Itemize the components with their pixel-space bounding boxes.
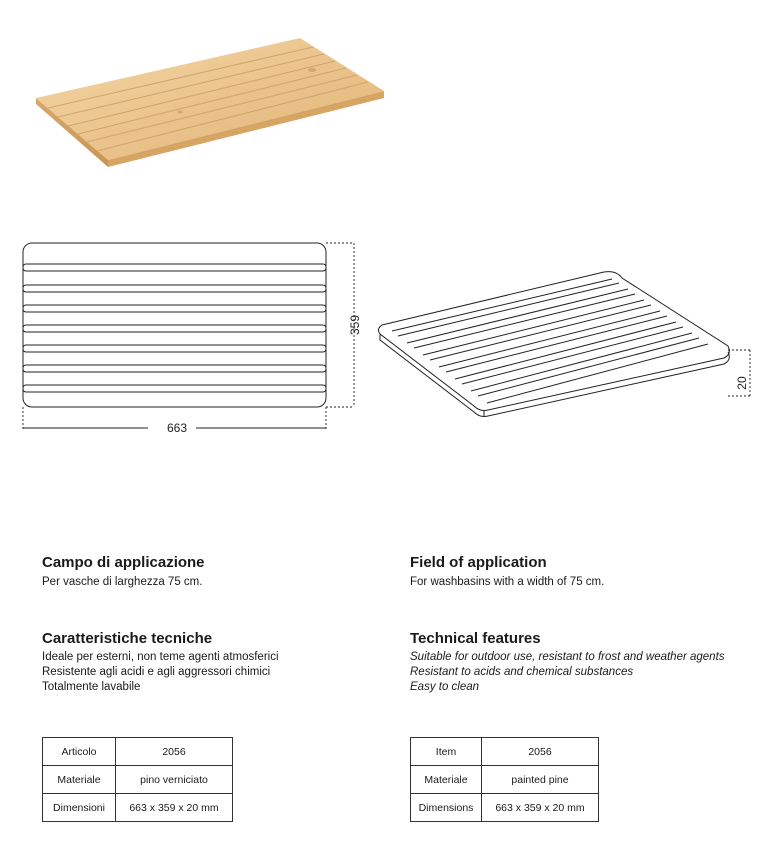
table-cell-value: painted pine <box>482 766 599 794</box>
feature-item: Resistente agli acidi e agli aggressori chimici <box>42 666 271 678</box>
table-cell-label: Dimensioni <box>43 794 116 822</box>
height-dimension-label: 359 <box>348 314 362 336</box>
field-text-en: For washbasins with a width of 75 cm. <box>410 576 605 588</box>
field-text-it: Per vasche di larghezza 75 cm. <box>42 576 203 588</box>
table-row <box>411 766 599 794</box>
feature-item: Suitable for outdoor use, resistant to frost and weather agents <box>410 651 725 663</box>
table-cell-label: Item <box>411 738 482 766</box>
feature-item: Resistant to acids and chemical substances <box>410 666 634 678</box>
feature-item: Totalmente lavabile <box>42 681 141 693</box>
field-title-en: Field of application <box>410 554 547 571</box>
table-cell-value: 2056 <box>116 738 233 766</box>
table-row <box>411 794 599 822</box>
table-row <box>43 794 233 822</box>
table-cell-value: 663 x 359 x 20 mm <box>116 794 233 822</box>
table-row <box>43 766 233 794</box>
field-title-it: Campo di applicazione <box>42 554 205 571</box>
features-title-it: Caratteristiche tecniche <box>42 630 213 647</box>
features-title-en: Technical features <box>410 630 541 647</box>
thickness-dimension-label: 20 <box>735 376 749 390</box>
features-list-it <box>42 650 279 695</box>
table-cell-label: Articolo <box>43 738 116 766</box>
table-row <box>43 738 233 766</box>
feature-item: Easy to clean <box>410 681 480 693</box>
iso-view <box>378 272 729 417</box>
width-dimension-label: 663 <box>166 421 188 435</box>
table-cell-value: 663 x 359 x 20 mm <box>482 794 599 822</box>
table-cell-label: Materiale <box>43 766 116 794</box>
table-cell-label: Dimensions <box>411 794 482 822</box>
spec-table-en <box>410 737 599 822</box>
table-cell-value: 2056 <box>482 738 599 766</box>
table-row <box>411 738 599 766</box>
plan-slats <box>23 264 326 392</box>
table-cell-label: Materiale <box>411 766 482 794</box>
table-cell-value: pino verniciato <box>116 766 233 794</box>
features-list-en <box>410 650 725 695</box>
feature-item: Ideale per esterni, non teme agenti atmosferici <box>42 651 279 663</box>
spec-table-it <box>42 737 233 822</box>
